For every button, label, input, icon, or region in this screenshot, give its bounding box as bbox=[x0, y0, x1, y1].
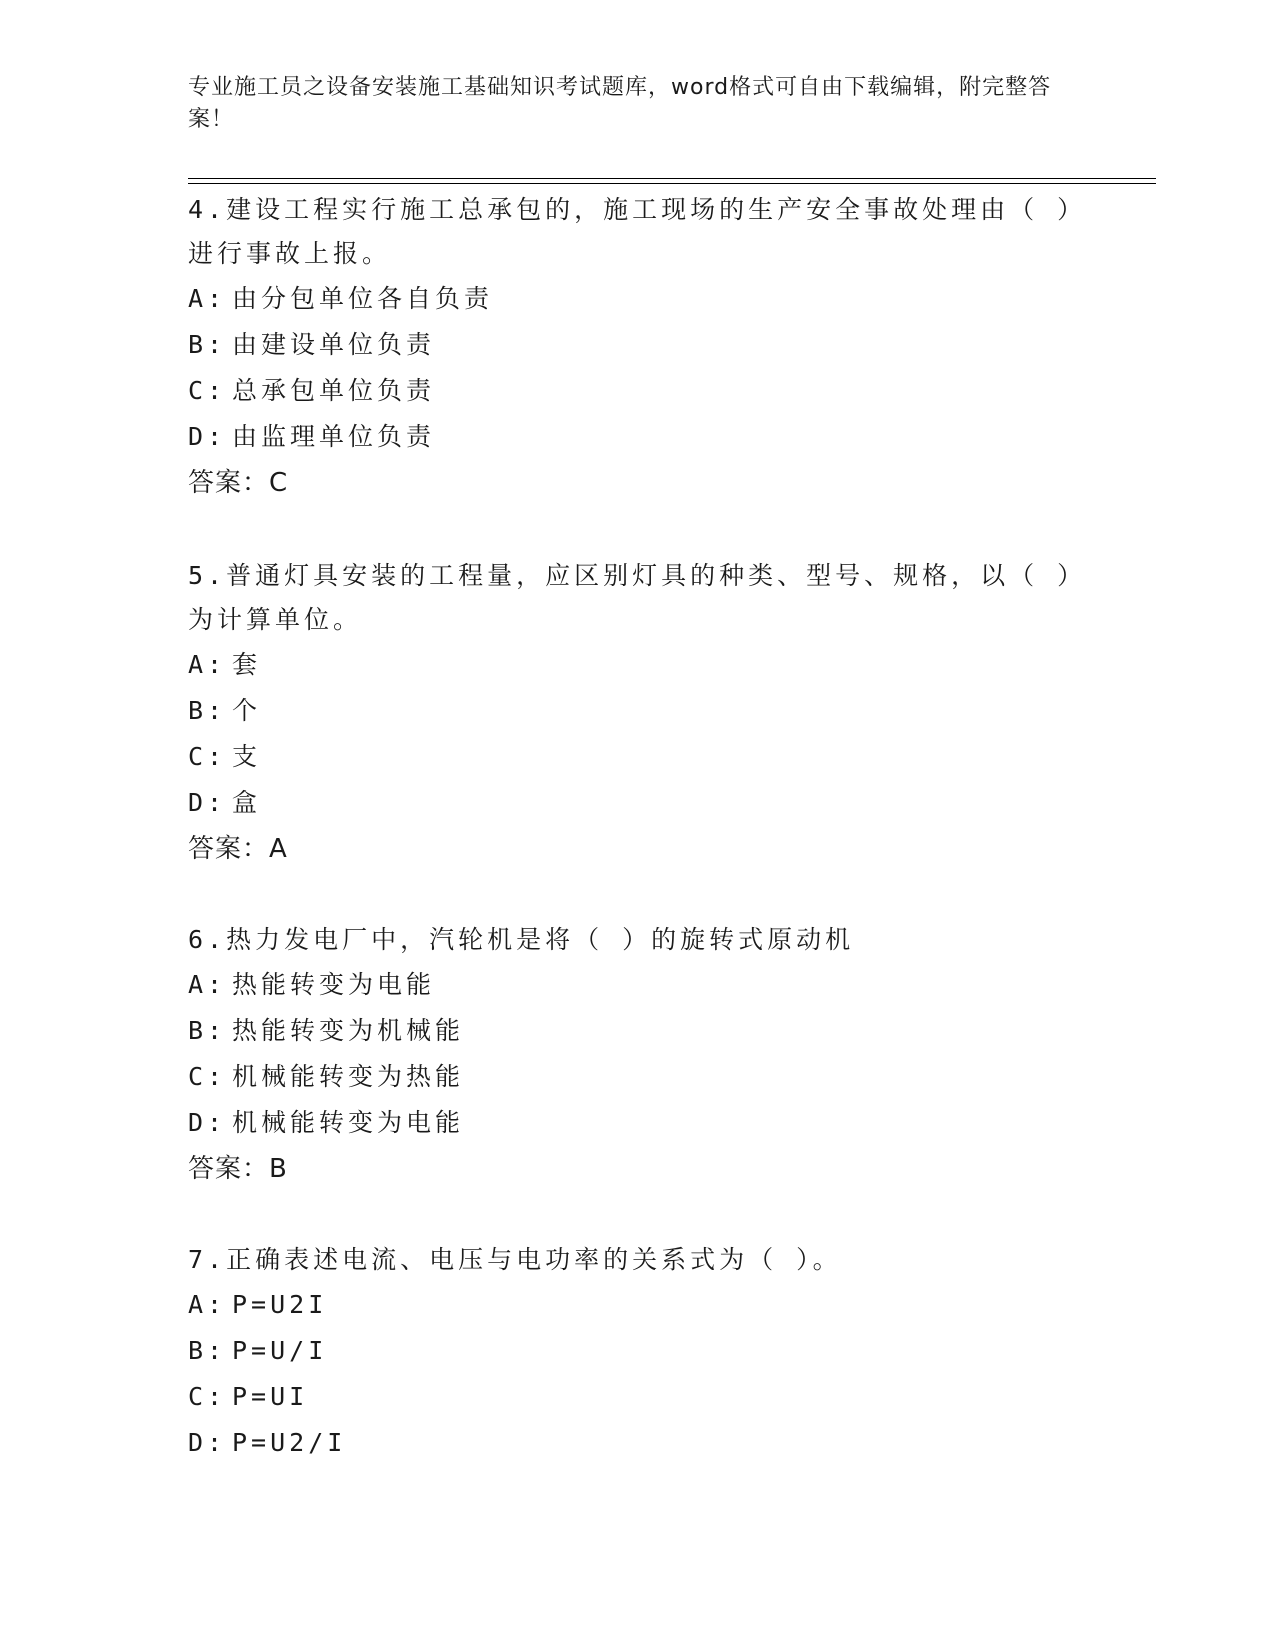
option-d bbox=[188, 780, 1078, 826]
option-text: 机械能转变为电能 bbox=[232, 1108, 465, 1137]
option-text: 套 bbox=[232, 650, 262, 679]
option-d bbox=[188, 1100, 1078, 1146]
option-letter: B: bbox=[188, 330, 227, 359]
option-letter: A: bbox=[188, 1290, 227, 1319]
question-stem: 7.正确表述电流、电压与电功率的关系式为（ ）。 bbox=[188, 1245, 842, 1274]
answer-line: 答案：A bbox=[188, 834, 288, 864]
option-a bbox=[188, 642, 1078, 688]
option-c bbox=[188, 368, 1078, 414]
option-c bbox=[188, 1054, 1078, 1100]
option-c bbox=[188, 734, 1078, 780]
question-stem: 6.热力发电厂中，汽轮机是将（ ）的旋转式原动机 bbox=[188, 925, 855, 954]
question-block bbox=[188, 554, 1078, 872]
question-block bbox=[188, 918, 1078, 1192]
option-b bbox=[188, 1008, 1078, 1054]
option-letter: B: bbox=[188, 1336, 227, 1365]
option-letter: C: bbox=[188, 742, 227, 771]
option-letter: D: bbox=[188, 788, 227, 817]
header-divider-line bbox=[188, 178, 1156, 179]
option-b bbox=[188, 322, 1078, 368]
option-letter: A: bbox=[188, 650, 227, 679]
question-stem: 5.普通灯具安装的工程量，应区别灯具的种类、型号、规格，以（ ）为计算单位。 bbox=[188, 561, 1074, 634]
answer-line: 答案：C bbox=[188, 468, 289, 498]
option-letter: B: bbox=[188, 1016, 227, 1045]
option-text: 机械能转变为热能 bbox=[232, 1062, 465, 1091]
option-letter: C: bbox=[188, 1382, 227, 1411]
option-letter: A: bbox=[188, 284, 227, 313]
option-text: P=UI bbox=[232, 1382, 309, 1411]
option-d bbox=[188, 1420, 1078, 1466]
option-d bbox=[188, 414, 1078, 460]
option-c bbox=[188, 1374, 1078, 1420]
option-letter: C: bbox=[188, 376, 227, 405]
option-letter: D: bbox=[188, 1428, 227, 1457]
question-block bbox=[188, 188, 1078, 506]
document-header-note: 专业施工员之设备安装施工基础知识考试题库，word格式可自由下载编辑，附完整答案！ bbox=[188, 75, 1052, 132]
option-text: 由监理单位负责 bbox=[232, 422, 436, 451]
answer-line: 答案：B bbox=[188, 1154, 288, 1184]
option-a bbox=[188, 276, 1078, 322]
option-letter: D: bbox=[188, 422, 227, 451]
option-text: 盒 bbox=[232, 788, 262, 817]
option-text: P=U/I bbox=[232, 1336, 328, 1365]
question-block bbox=[188, 1238, 1078, 1466]
option-text: 个 bbox=[232, 696, 262, 725]
option-text: 由建设单位负责 bbox=[232, 330, 436, 359]
option-letter: B: bbox=[188, 696, 227, 725]
option-b bbox=[188, 688, 1078, 734]
option-text: 由分包单位各自负责 bbox=[232, 284, 494, 313]
option-letter: C: bbox=[188, 1062, 227, 1091]
option-text: P=U2/I bbox=[232, 1428, 347, 1457]
option-b bbox=[188, 1328, 1078, 1374]
option-text: 热能转变为电能 bbox=[232, 970, 436, 999]
header-divider-line-secondary bbox=[188, 183, 1156, 184]
option-text: 热能转变为机械能 bbox=[232, 1016, 465, 1045]
option-letter: D: bbox=[188, 1108, 227, 1137]
question-stem: 4.建设工程实行施工总承包的，施工现场的生产安全事故处理由（ ）进行事故上报。 bbox=[188, 195, 1074, 268]
option-text: P=U2I bbox=[232, 1290, 328, 1319]
option-a bbox=[188, 962, 1078, 1008]
option-text: 总承包单位负责 bbox=[232, 376, 436, 405]
option-letter: A: bbox=[188, 970, 227, 999]
option-a bbox=[188, 1282, 1078, 1328]
option-text: 支 bbox=[232, 742, 262, 771]
